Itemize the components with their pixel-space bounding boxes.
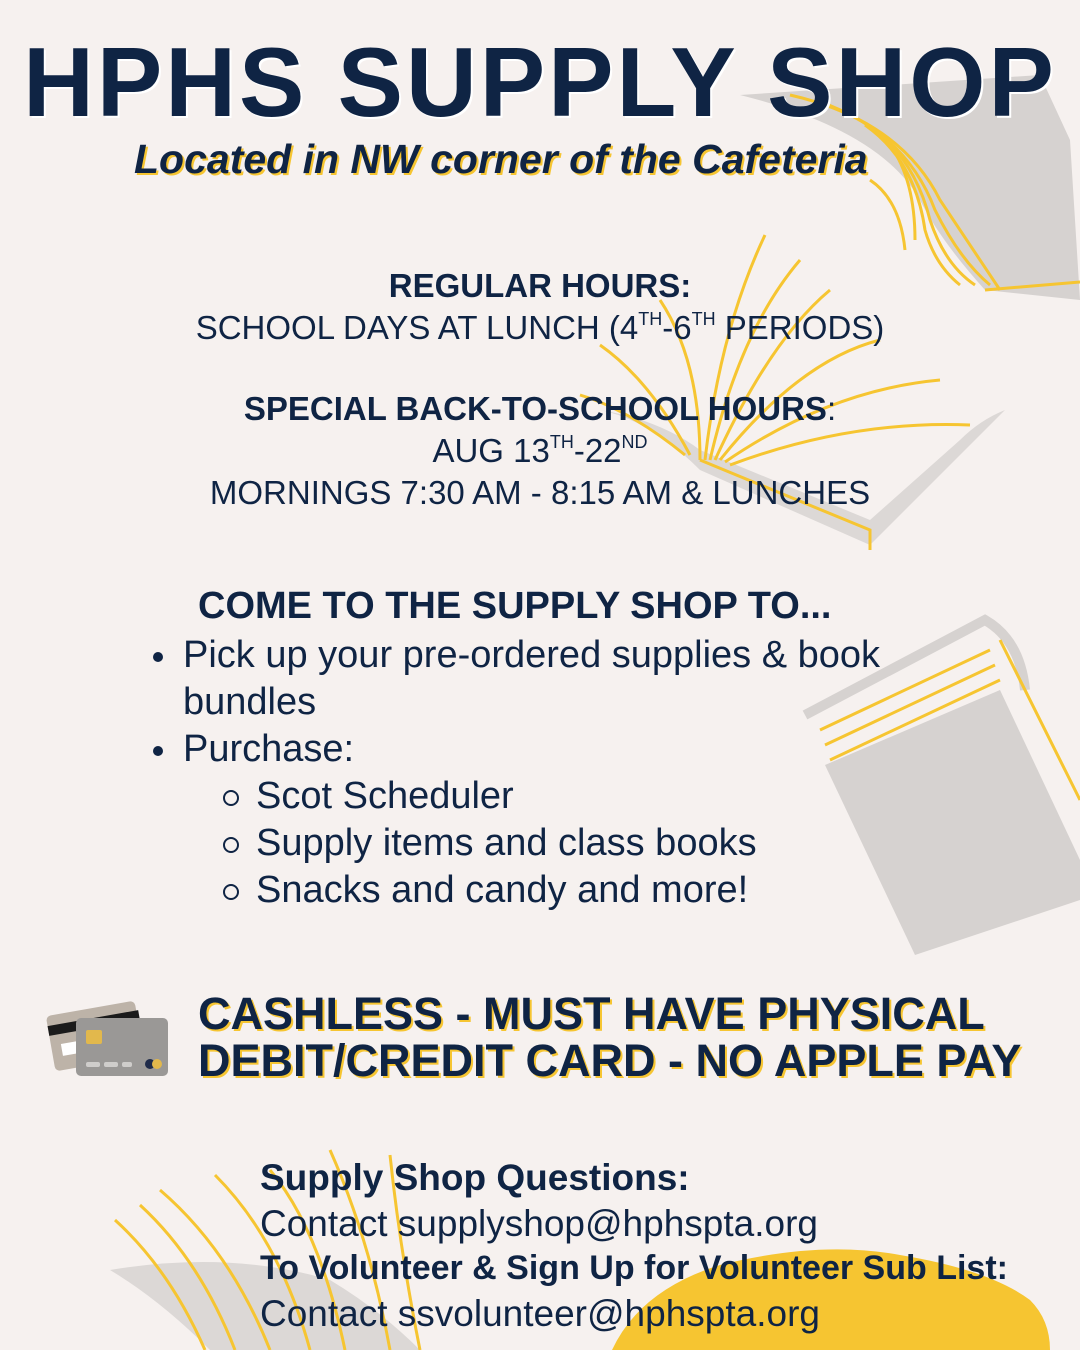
services-list (183, 632, 1003, 914)
questions-heading: Supply Shop Questions: (260, 1157, 690, 1198)
location-subtitle: Located in NW corner of the Cafeteria (134, 136, 868, 182)
list-item: Purchase: (183, 726, 1003, 773)
list-item: Scot Scheduler (183, 773, 1003, 820)
regular-hours-sup1: TH (638, 309, 663, 329)
special-hours-heading-line (0, 388, 1080, 430)
regular-hours-sup2: TH (691, 309, 716, 329)
special-date-sup1: TH (549, 432, 574, 452)
regular-hours-block (0, 265, 1080, 349)
cashless-line2: DEBIT/CREDIT CARD - NO APPLE PAY (198, 1035, 1022, 1086)
regular-hours-prefix: SCHOOL DAYS AT LUNCH (4 (195, 309, 639, 346)
come-to-shop-heading: COME TO THE SUPPLY SHOP TO... (198, 585, 832, 627)
list-item: Snacks and candy and more! (183, 867, 1003, 914)
special-date-sup2: ND (621, 432, 648, 452)
cashless-line1: CASHLESS - MUST HAVE PHYSICAL (198, 988, 985, 1039)
volunteer-contact-link[interactable]: Contact ssvolunteer@hphspta.org (260, 1293, 820, 1334)
pickup-line2: bundles (183, 681, 317, 723)
regular-hours-text (0, 307, 1080, 349)
regular-hours-suffix: PERIODS) (715, 309, 885, 346)
list-item: Supply items and class books (183, 820, 1003, 867)
questions-contact-link[interactable]: Contact supplyshop@hphspta.org (260, 1203, 818, 1244)
special-hours-dates (0, 430, 1080, 472)
special-hours-times: MORNINGS 7:30 AM - 8:15 AM & LUNCHES (209, 474, 871, 511)
cashless-notice (198, 990, 1021, 1084)
list-item (183, 632, 1003, 726)
credit-cards-icon (46, 990, 172, 1082)
special-hours-heading: SPECIAL BACK-TO-SCHOOL HOURS (243, 390, 827, 427)
regular-hours-mid: -6 (662, 309, 692, 346)
regular-hours-heading: REGULAR HOURS: (388, 267, 692, 304)
special-hours-colon: : (826, 390, 837, 427)
page-title: HPHS SUPPLY SHOP (23, 27, 1057, 137)
pickup-line1: Pick up your pre-ordered supplies & book (183, 634, 881, 676)
special-date-prefix: AUG 13 (432, 432, 550, 469)
contact-block (260, 1155, 1075, 1336)
special-date-mid: -22 (573, 432, 622, 469)
special-hours-block (0, 388, 1080, 514)
volunteer-heading: To Volunteer & Sign Up for Volunteer Sub List: (260, 1249, 1008, 1287)
